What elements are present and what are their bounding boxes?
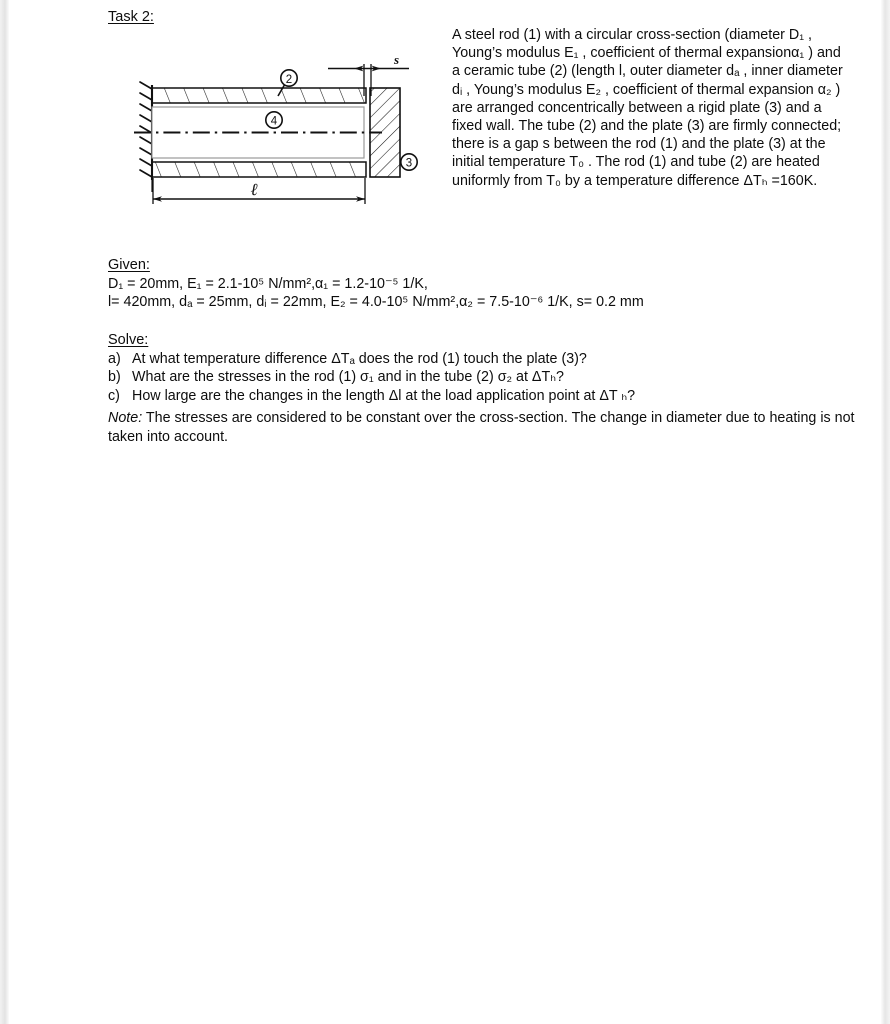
solve-item-c bbox=[108, 387, 868, 406]
solve-heading: Solve: bbox=[108, 332, 149, 348]
rigid-plate bbox=[370, 88, 400, 177]
callout-rod bbox=[266, 112, 282, 128]
callout-plate-label: 3 bbox=[405, 157, 413, 170]
solve-item-a-marker: a) bbox=[108, 350, 121, 367]
given-line-1: D₁ = 20mm, E₁ = 2.1-10⁵ N/mm²,α₁ = 1.2-10⁻⁵ 1/K, bbox=[108, 275, 428, 292]
length-dimension bbox=[153, 178, 365, 204]
given-section bbox=[108, 256, 808, 312]
callout-rod-label: 4 bbox=[270, 115, 278, 128]
solve-item-b-marker: b) bbox=[108, 369, 121, 386]
task-heading: Task 2: bbox=[108, 9, 154, 25]
given-line-2: l= 420mm, dₐ = 25mm, dᵢ = 22mm, E₂ = 4.0-10⁵ N/mm²,α₂ = 7.5-10⁻⁶ 1/K, s= 0.2 mm bbox=[108, 294, 644, 311]
solve-item-b bbox=[108, 368, 868, 387]
note-text: The stresses are considered to be constant over the cross-section. The change in diameter due to heating is not taken into account. bbox=[108, 410, 855, 445]
solve-item-a bbox=[108, 350, 868, 369]
note-section bbox=[108, 409, 856, 446]
callout-tube-label: 2 bbox=[285, 74, 293, 86]
note-label: Note: bbox=[108, 410, 143, 426]
callout-plate bbox=[401, 154, 417, 170]
problem-description: A steel rod (1) with a circular cross-section (diameter D₁ , Young’s modulus E₁ , coefficient of thermal expansionα₁ ) and a ceramic tube (2) (length l, outer diameter dₐ , inner diameter dᵢ , Young’s modulus E₂ , coefficient of thermal expansion α₂ ) are arranged concentrically between a rigid plate (3) and a fixed wall. The tube (2) and the plate (3) are firmly connected; there is a gap s between the rod (1) and the plate (3) at the initial temperature T₀ . The rod (1) and tube (2) are heated uniformly from T₀ by a temperature difference ΔTₕ =160K. bbox=[452, 27, 847, 189]
solve-item-a-text: At what temperature difference ΔTₐ does the rod (1) touch the plate (3)? bbox=[132, 350, 587, 367]
solve-section bbox=[108, 331, 868, 405]
fixed-wall bbox=[140, 82, 152, 192]
assembly-diagram bbox=[130, 52, 430, 212]
gap-label: s bbox=[394, 52, 400, 67]
solve-item-c-text: How large are the changes in the length Δl at the load application point at ΔT ₕ? bbox=[132, 387, 636, 404]
solve-item-b-text: What are the stresses in the rod (1) σ₁ and in the tube (2) σ₂ at ΔTₕ? bbox=[132, 369, 564, 386]
length-label: ℓ bbox=[250, 180, 258, 199]
given-heading: Given: bbox=[108, 257, 150, 273]
solve-item-c-marker: c) bbox=[108, 387, 120, 404]
assembly-diagram-svg bbox=[130, 52, 430, 212]
